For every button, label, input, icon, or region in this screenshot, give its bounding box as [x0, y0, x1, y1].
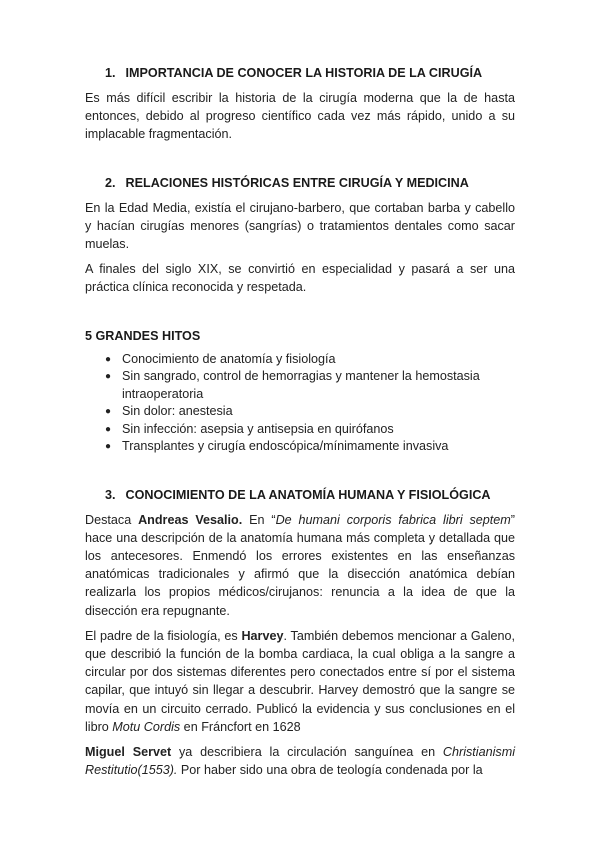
book-title: Christianismi Restitutio(1553).	[85, 745, 515, 778]
section3-number: 3.	[105, 487, 116, 502]
person-name: Harvey	[241, 628, 284, 643]
bullet-icon: ●	[105, 441, 112, 453]
section2-paragraph-1: En la Edad Media, existía el cirujano-barbero, que cortaban barba y cabello y hacían cirugías menores (sangrías) o tratamientos dentales como sacar muelas.	[85, 200, 515, 252]
book-title: Motu Cordis	[112, 719, 181, 734]
hitos-heading: 5 GRANDES HITOS	[85, 328, 201, 343]
bullet-icon: ●	[105, 406, 112, 418]
section1-title: IMPORTANCIA DE CONOCER LA HISTORIA DE LA CIRUGÍA	[125, 66, 483, 80]
section1-heading	[85, 64, 515, 82]
section3-paragraph-servet: Miguel Servet ya describiera la circulación sanguínea en Christianismi Restitutio(1553). Por haber sido una obra de teología condenada por la	[85, 745, 515, 778]
section1-number: 1.	[105, 66, 116, 80]
section3-title: CONOCIMIENTO DE LA ANATOMÍA HUMANA Y FISIOLÓGICA	[125, 487, 491, 502]
list-item: ● Sin infección: asepsia y antisepsia en quirófanos	[85, 421, 515, 439]
section2-heading	[85, 174, 515, 192]
section2-paragraph-2: A finales del siglo XIX, se convirtió en especialidad y pasará a ser una práctica clínica reconocida y respetada.	[85, 262, 515, 295]
section2-title: RELACIONES HISTÓRICAS ENTRE CIRUGÍA Y MEDICINA	[125, 175, 469, 190]
list-item: ● Sin sangrado, control de hemorragias y mantener la hemostasia intraoperatoria	[105, 369, 480, 401]
person-name: Andreas Vesalio.	[138, 512, 243, 527]
person-name: Miguel Servet	[85, 745, 172, 760]
bullet-icon: ●	[105, 371, 112, 383]
list-item: ● Conocimiento de anatomía y fisiología	[85, 351, 515, 369]
list-item: ● Sin dolor: anestesia	[85, 403, 515, 421]
document-content	[85, 64, 515, 779]
bullet-icon: ●	[105, 353, 112, 365]
hitos-list	[85, 351, 515, 456]
book-title: De humani corporis fabrica libri septem	[275, 512, 511, 527]
section3-heading	[85, 486, 515, 504]
section3-paragraph-harvey: El padre de la fisiología, es Harvey. También debemos mencionar a Galeno, que describió la función de la bomba cardiaca, la cual obliga a la sangre a circular por dos sistemas diferentes pero conectados entre sí por el sistema capilar, que intuyó sin llegar a descubrir. Harvey demostró que la sangre se movía en un circuito cerrado. Publicó la evidencia y sus conclusiones en el libro Motu Cordis en Fráncfort en 1628	[85, 628, 515, 734]
section3-paragraph-vesalio: Destaca Andreas Vesalio. En “De humani corporis fabrica libri septem” hace una descripción de la anatomía humana más completa y detallada que los antecesores. Enmendó los errores existentes en las enseñanzas anatómicas tradicionales y afirmó que la disección anatómica debían realizarla los propios médicos/cirujanos: renuncia a la idea de que la disección era repugnante.	[85, 512, 515, 618]
section1-paragraph: Es más difícil escribir la historia de la cirugía moderna que la de hasta entonces, debido al progreso científico cada vez más rápido, unido a su implacable fragmentación.	[85, 91, 515, 142]
bullet-icon: ●	[105, 423, 112, 435]
list-item: ● Transplantes y cirugía endoscópica/mínimamente invasiva	[85, 438, 515, 456]
section2-number: 2.	[105, 175, 116, 190]
